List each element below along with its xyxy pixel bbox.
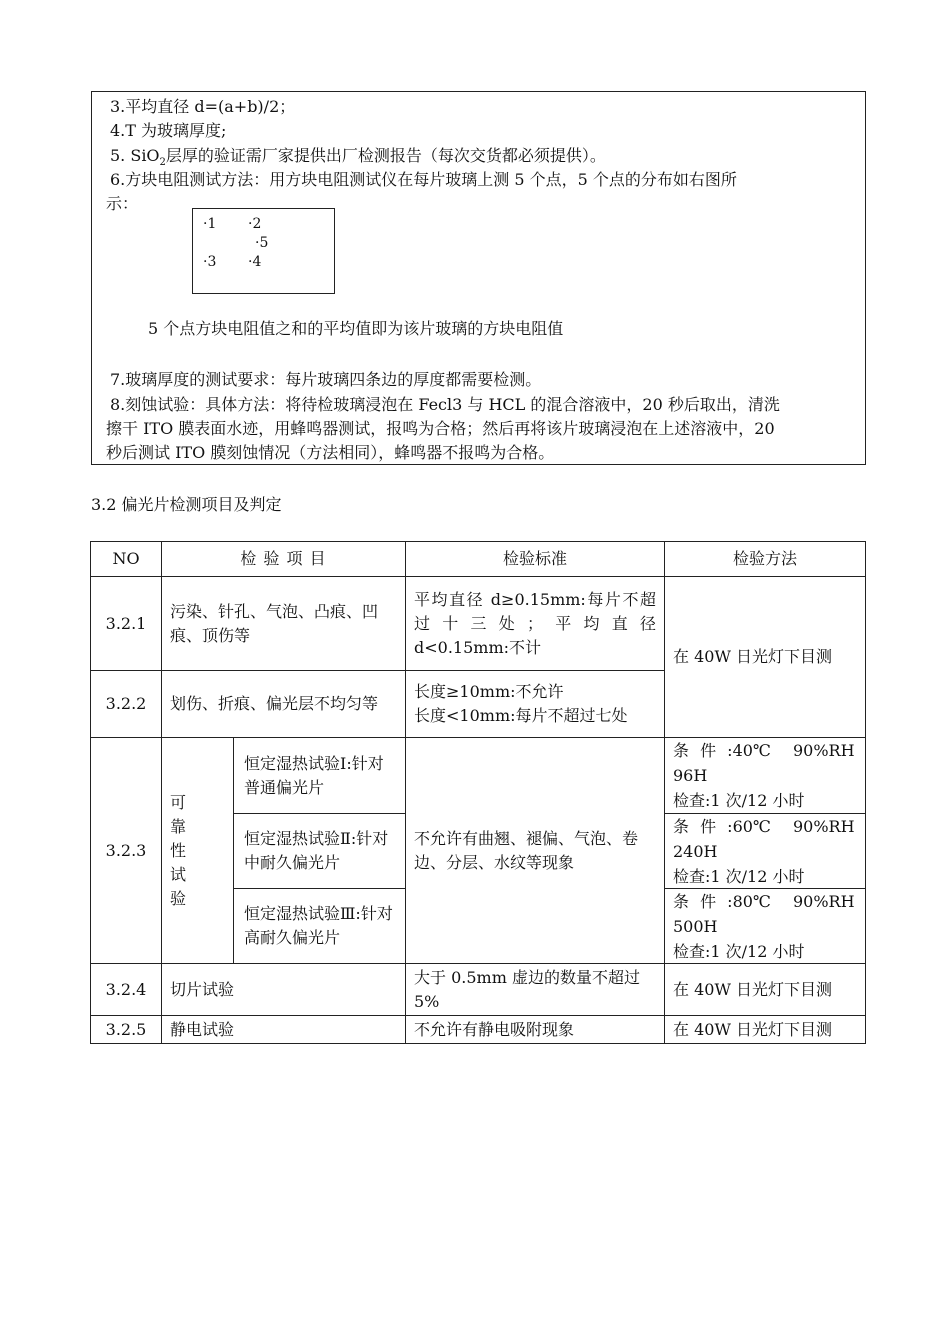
header-item [161,541,406,577]
merged-method-text: 在 40W 日光灯下目测 [673,647,832,666]
note-item-6-line1: 6.方块电阻测试方法：用方块电阻测试仪在每片玻璃上测 5 个点，5 个点的分布如右图所 [110,170,737,189]
table-row-standard [405,670,665,738]
row-item-text: 静电试验 [170,1019,235,1039]
point-5: ·5 [255,235,269,251]
table-row-no [90,737,162,964]
note-item-6-line2: 示： [106,194,139,213]
reliability-group-text: 可靠性试验 [170,792,209,908]
row-standard-text: 平均直径 d≥0.15mm:每片不超过十三处；平均直径 d<0.15mm:不计 [414,589,656,657]
header-item-text: 检 验 项 目 [240,549,327,568]
row-method-text: 在 40W 日光灯下目测 [673,1019,832,1039]
check-frequency: 检查:1 次/12 小时 [673,867,805,886]
note-item-4: 4.T 为玻璃厚度; [110,121,227,140]
table-row-item [161,576,406,671]
row-standard-text: 大于 0.5mm 虚边的数量不超过 5% [414,967,640,1011]
check-frequency: 检查:1 次/12 小时 [673,942,805,961]
note-item-6-result: 5 个点方块电阻值之和的平均值即为该片玻璃的方块电阻值 [148,319,564,338]
header-no [90,541,162,577]
note-item-8-line3: 秒后测试 ITO 膜刻蚀情况（方法相同），蜂鸣器不报鸣为合格。 [106,443,555,462]
condition-cell [664,813,866,889]
row-no-text: 3.2.4 [105,979,147,999]
sub-item-text: 恒定湿热试验Ⅰ:针对普通偏光片 [244,753,384,797]
table-row-item [161,1015,406,1044]
table-row-standard [405,576,665,671]
row-item-text: 划伤、折痕、偏光层不均匀等 [170,694,379,713]
row-no-text: 3.2.1 [105,613,147,633]
merged-method-cell [664,576,866,738]
condition-cell [664,737,866,814]
point-4: ·4 [248,254,262,270]
header-no-text: NO [112,549,140,568]
table-row-method [664,963,866,1016]
row-item-text: 切片试验 [170,979,235,999]
sub-item-text: 恒定湿热试验Ⅲ:针对高耐久偏光片 [244,904,393,947]
header-method-text: 检验方法 [732,549,797,568]
header-standard [405,541,665,577]
row-method-text: 在 40W 日光灯下目测 [673,979,832,999]
table-row-item [161,670,406,738]
condition-duration: 500H [673,917,718,936]
note-item-3: 3.平均直径 d=(a+b)/2； [110,97,296,116]
table-row-standard [405,737,665,964]
row-no-text: 3.2.2 [105,694,147,713]
sub-item-text: 恒定湿热试验Ⅱ:针对中耐久偏光片 [244,829,389,872]
row-no-text: 3.2.3 [105,840,147,860]
row-standard-text: 不允许有曲翘、褪偏、气泡、卷边、分层、水纹等现象 [414,828,639,872]
condition-duration: 96H [673,766,708,785]
table-row-method [664,1015,866,1044]
header-method [664,541,866,577]
condition-duration: 240H [673,842,718,861]
note-item-8-line1: 8.刻蚀试验：具体方法：将待检玻璃浸泡在 Fecl3 与 HCL 的混合溶液中，20 秒后取出，清洗 [110,395,780,414]
note-item-8-line2: 擦干 ITO 膜表面水迹，用蜂鸣器测试，报鸣为合格；然后再将该片玻璃浸泡在上述溶液中，20 [106,419,775,438]
note-item-7: 7.玻璃厚度的测试要求：每片玻璃四条边的厚度都需要检测。 [110,370,542,389]
condition-text: 条 件 :80℃ 90%RH [673,892,855,911]
check-frequency: 检查:1 次/12 小时 [673,791,805,810]
row-standard-text: 不允许有静电吸附现象 [414,1019,575,1039]
header-standard-text: 检验标准 [502,549,567,568]
sub-item-cell [233,813,406,889]
note-item-5-subscript: 2 [159,157,166,169]
row-item-text: 污染、针孔、气泡、凸痕、凹痕、顶伤等 [170,601,379,645]
table-row-item [161,963,406,1016]
point-2: ·2 [248,216,262,232]
table-row-standard [405,1015,665,1044]
row-no-text: 3.2.5 [105,1019,147,1039]
condition-cell [664,888,866,964]
sub-item-cell [233,737,406,814]
section-title: 3.2 偏光片检测项目及判定 [91,495,282,514]
condition-text: 条 件 :40℃ 90%RH [673,741,855,760]
note-item-5-suffix: 层厚的验证需厂家提供出厂检测报告（每次交货都必须提供）。 [165,146,606,165]
row-standard-text: 长度≥10mm:不允许 长度<10mm:每片不超过七处 [414,682,628,725]
table-row-no [90,670,162,738]
point-3: ·3 [203,254,217,270]
table-row-no [90,1015,162,1044]
table-row-no [90,576,162,671]
reliability-group-cell [161,737,234,964]
table-row-no [90,963,162,1016]
note-item-5-prefix: 5. SiO [110,146,160,165]
point-1: ·1 [203,216,217,232]
measurement-points-diagram [192,208,335,294]
sub-item-cell [233,888,406,964]
table-row-standard [405,963,665,1016]
notes-box [91,91,866,465]
condition-text: 条 件 :60℃ 90%RH [673,817,855,836]
